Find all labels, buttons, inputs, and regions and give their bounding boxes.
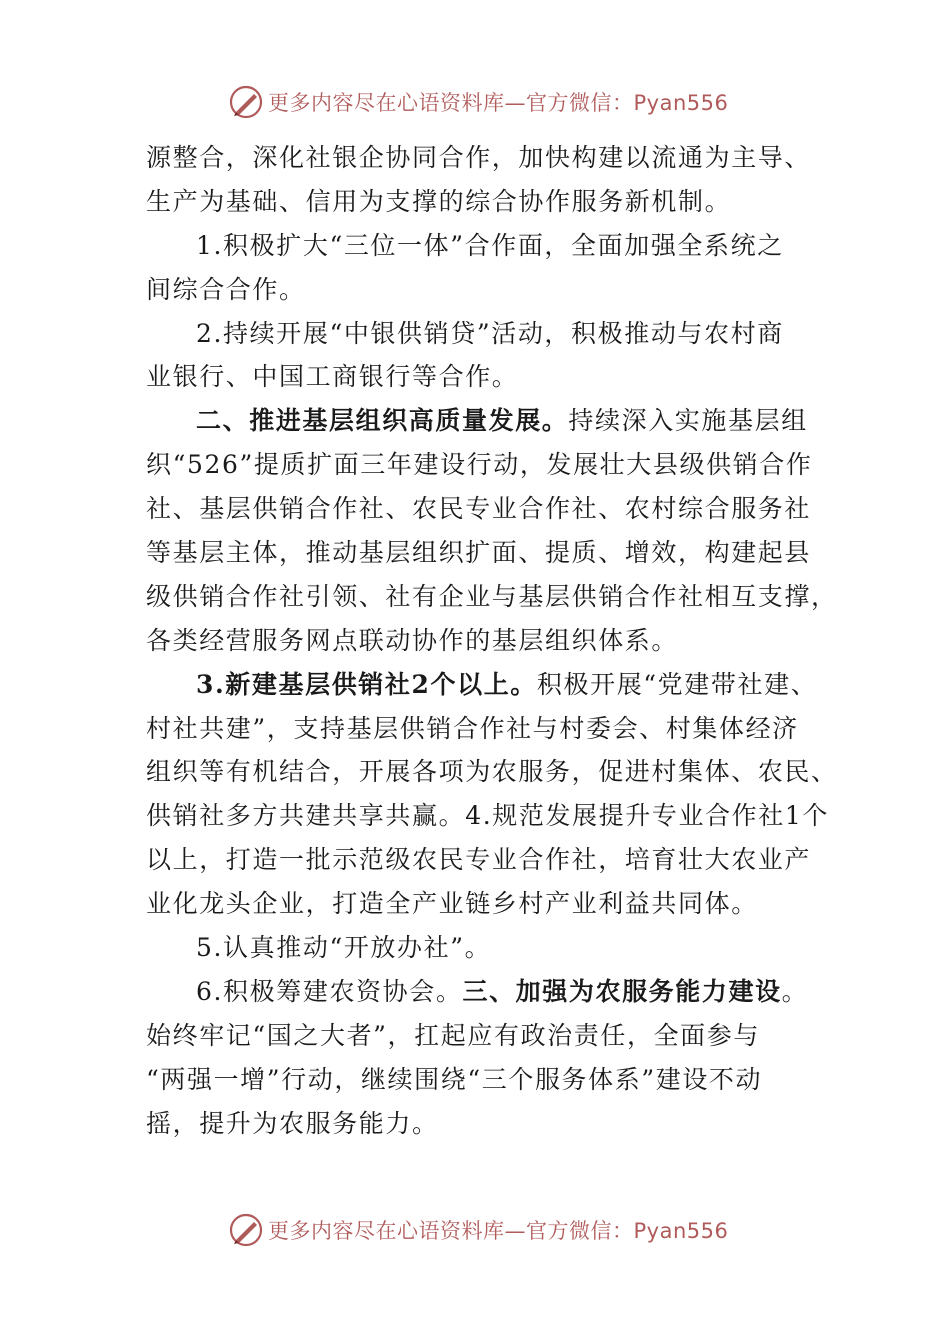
- text-line: [146, 882, 816, 926]
- body-text: 业化龙头企业，打造全产业链乡村产业利益共同体。: [146, 889, 758, 919]
- body-text: 供销社多方共建共享共赢。4.规范发展提升专业合作社1个: [146, 801, 829, 831]
- text-line: [146, 224, 816, 268]
- text-line: [146, 750, 838, 794]
- text-line: [146, 355, 816, 399]
- body-text: 组织等有机结合，开展各项为农服务，促进村集体、农民、: [146, 757, 838, 787]
- text-line: [146, 443, 816, 487]
- watermark-text: 更多内容尽在心语资料库—官方微信：Pyan556: [268, 1219, 729, 1243]
- text-line: [146, 838, 816, 882]
- body-text: 级供销合作社引领、社有企业与基层供销合作社相互支撑，: [146, 581, 838, 611]
- body-text: 持续深入实施基层组: [568, 406, 808, 436]
- document-body: [146, 136, 838, 1145]
- watermark-text: 更多内容尽在心语资料库—官方微信：Pyan556: [268, 91, 729, 115]
- text-line: [146, 268, 816, 312]
- text-line: [146, 575, 838, 619]
- text-line: [146, 794, 829, 838]
- body-text: 积极开展“党建带社建、: [536, 669, 818, 699]
- body-text: 源整合，深化社银企协同合作，加快构建以流通为主导、: [146, 143, 812, 172]
- text-line: [146, 663, 816, 707]
- text-line: [146, 180, 816, 224]
- text-line: [146, 531, 816, 575]
- body-text: 社、基层供销合作社、农民专业合作社、农村综合服务社: [146, 494, 812, 524]
- bold-heading-text: 二、推进基层组织高质量发展。: [196, 406, 569, 436]
- body-text: 等基层主体，推动基层组织扩面、提质、增效，构建起县: [146, 538, 812, 568]
- body-text: 1.积极扩大“三位一体”合作面，全面加强全系统之: [196, 230, 784, 260]
- text-line: [146, 487, 816, 531]
- body-text: 村社共建”，支持基层供销合作社与村委会、村集体经济: [146, 713, 799, 743]
- body-text: 2.持续开展“中银供销贷”活动，积极推动与农村商: [196, 318, 784, 348]
- text-line: [146, 399, 816, 443]
- body-text: 生产为基础、信用为支撑的综合协作服务新机制。: [146, 186, 732, 216]
- bold-heading-text: 三、加强为农服务能力建设: [462, 976, 782, 1006]
- text-line: [146, 926, 816, 970]
- text-line: [146, 1102, 816, 1146]
- watermark-header: [228, 82, 748, 122]
- text-line: [146, 1014, 816, 1058]
- text-line: [146, 136, 816, 180]
- text-line: [146, 1058, 816, 1102]
- body-text: “两强一增”行动，继续围绕“三个服务体系”建设不动: [146, 1064, 763, 1094]
- body-text: 5.认真推动“开放办社”。: [196, 933, 492, 963]
- text-line: [146, 312, 816, 356]
- body-text: 业银行、中国工商银行等合作。: [146, 362, 519, 392]
- body-text: 织“526”提质扩面三年建设行动，发展壮大县级供销合作: [146, 450, 813, 480]
- bold-heading-text: 3.新建基层供销社2个以上。: [196, 669, 537, 699]
- text-line: [146, 707, 816, 751]
- body-text: 各类经营服务网点联动协作的基层组织体系。: [146, 625, 679, 655]
- body-text: 。: [781, 976, 809, 1006]
- pen-logo-icon: [228, 1212, 264, 1248]
- body-text: 摇，提升为农服务能力。: [146, 1108, 439, 1138]
- body-text: 始终牢记“国之大者”，扛起应有政治责任，全面参与: [146, 1020, 760, 1050]
- pen-logo-icon: [228, 84, 264, 120]
- text-line: [146, 619, 816, 663]
- body-text: 6.积极筹建农资协会。: [196, 976, 463, 1006]
- body-text: 间综合合作。: [146, 274, 306, 304]
- text-line: [146, 970, 816, 1014]
- watermark-footer: [228, 1210, 748, 1250]
- body-text: 以上，打造一批示范级农民专业合作社，培育壮大农业产: [146, 845, 812, 875]
